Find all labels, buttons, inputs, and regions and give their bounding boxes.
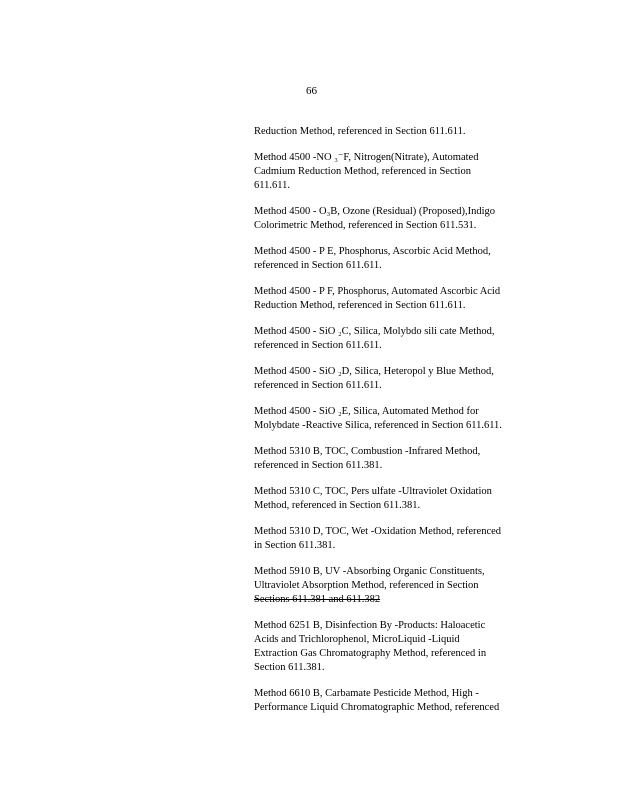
text-line: referenced in Section 611.611. bbox=[254, 380, 382, 391]
text-line: Section 611.381. bbox=[254, 662, 325, 673]
text-line: Method 5310 C, TOC, Pers ulfate -Ultraviolet Oxidation bbox=[254, 486, 492, 497]
text-line: Colorimetric Method, referenced in Section 611.531. bbox=[254, 220, 477, 231]
page-number: 66 bbox=[306, 85, 317, 97]
reference-paragraph bbox=[254, 245, 530, 273]
reference-paragraph bbox=[254, 325, 530, 353]
text-line: Method 5910 B, UV -Absorbing Organic Constituents, bbox=[254, 566, 485, 577]
struck-through-text: Sections 611.381 and 611.382 bbox=[254, 594, 381, 605]
text-line: 611.611. bbox=[254, 180, 290, 191]
text-line: Method 4500 - SiO ₂C, Silica, Molybdo sili cate Method, bbox=[254, 326, 495, 337]
reference-paragraph bbox=[254, 285, 530, 313]
method-references-list bbox=[254, 125, 530, 727]
text-line: Method 4500 - SiO ₂D, Silica, Heteropol y Blue Method, bbox=[254, 366, 494, 377]
reference-paragraph bbox=[254, 205, 530, 233]
reference-paragraph bbox=[254, 365, 530, 393]
text-line: Method 4500 - P E, Phosphorus, Ascorbic Acid Method, bbox=[254, 246, 491, 257]
text-line: in Section 611.381. bbox=[254, 540, 336, 551]
text-line: Molybdate -Reactive Silica, referenced in Section 611.611. bbox=[254, 420, 502, 431]
text-line: Method, referenced in Section 611.381. bbox=[254, 500, 421, 511]
reference-paragraph bbox=[254, 565, 530, 607]
text-line: Reduction Method, referenced in Section 611.611. bbox=[254, 300, 466, 311]
text-line: Method 6610 B, Carbamate Pesticide Method, High - bbox=[254, 688, 479, 699]
text-line: Method 4500 - O₃B, Ozone (Residual) (Proposed),Indigo bbox=[254, 206, 496, 217]
text-line: Extraction Gas Chromatography Method, referenced in bbox=[254, 648, 487, 659]
reference-paragraph bbox=[254, 687, 530, 715]
text-line: Method 4500 - P F, Phosphorus, Automated Ascorbic Acid bbox=[254, 286, 501, 297]
text-line: Method 6251 B, Disinfection By -Products: Haloacetic bbox=[254, 620, 486, 631]
text-line: Ultraviolet Absorption Method, referenced in Section bbox=[254, 580, 479, 591]
text-line: Cadmium Reduction Method, referenced in Section bbox=[254, 166, 471, 177]
text-line: referenced in Section 611.611. bbox=[254, 260, 382, 271]
reference-paragraph bbox=[254, 619, 530, 675]
reference-paragraph bbox=[254, 405, 530, 433]
reference-paragraph bbox=[254, 525, 530, 553]
text-line: Performance Liquid Chromatographic Method, referenced bbox=[254, 702, 500, 713]
reference-paragraph bbox=[254, 445, 530, 473]
text-line: Method 4500 - SiO ₂E, Silica, Automated Method for bbox=[254, 406, 479, 417]
text-line: referenced in Section 611.611. bbox=[254, 340, 382, 351]
text-line: Acids and Trichlorophenol, MicroLiquid -Liquid bbox=[254, 634, 460, 645]
text-line: Reduction Method, referenced in Section 611.611. bbox=[254, 126, 466, 137]
text-line: Method 5310 B, TOC, Combustion -Infrared Method, bbox=[254, 446, 481, 457]
reference-paragraph bbox=[254, 125, 530, 139]
text-line: Method 5310 D, TOC, Wet -Oxidation Method, referenced bbox=[254, 526, 502, 537]
text-line: Method 4500 -NO ₃⁻F, Nitrogen(Nitrate), Automated bbox=[254, 152, 479, 163]
reference-paragraph bbox=[254, 151, 530, 193]
text-line: referenced in Section 611.381. bbox=[254, 460, 383, 471]
reference-paragraph bbox=[254, 485, 530, 513]
